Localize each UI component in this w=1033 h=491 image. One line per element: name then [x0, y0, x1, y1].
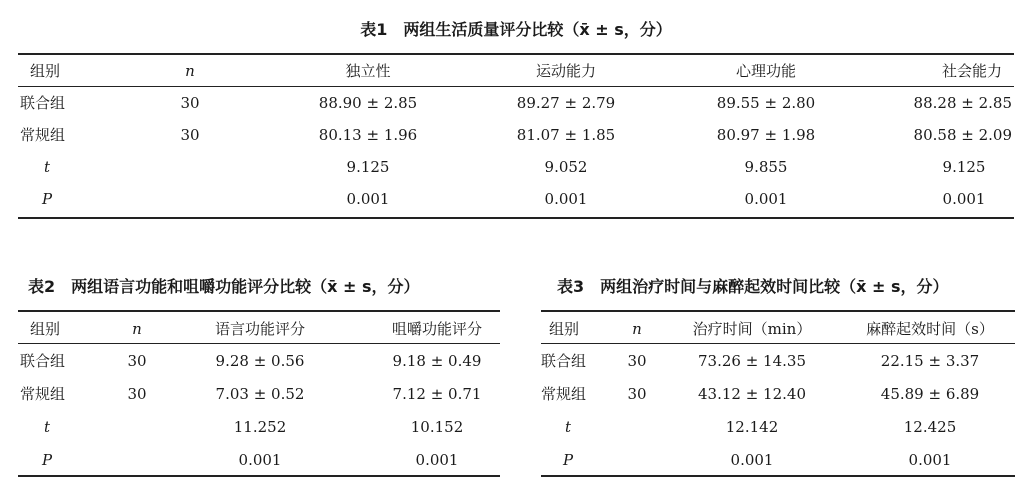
table3-row4-stat: P	[563, 451, 574, 469]
table1-row3-independence: 9.125	[346, 158, 390, 176]
table3-row2-group: 常规组	[541, 385, 587, 403]
table1-header-motor: 运动能力	[535, 62, 597, 80]
table1-row3-stat: t	[44, 158, 51, 176]
table2-row4-speech: 0.001	[238, 451, 282, 469]
table2-title: 表2 两组语言功能和咀嚼功能评分比较（x̄ ± s，分）	[28, 277, 420, 296]
table1-row4-social: 0.001	[942, 190, 986, 208]
table1-top-rule	[18, 53, 1014, 55]
table1-header-independence: 独立性	[345, 62, 391, 80]
table2-header-group: 组别	[30, 320, 61, 338]
table2-header-n: n	[132, 320, 142, 338]
table2-header-chewing: 咀嚼功能评分	[391, 320, 483, 338]
table2-row2-speech: 7.03 ± 0.52	[215, 385, 305, 403]
table1-title: 表1 两组生活质量评分比较（x̄ ± s，分）	[360, 20, 672, 39]
table2-row2-chewing: 7.12 ± 0.71	[392, 385, 482, 403]
table1-row1-psych: 89.55 ± 2.80	[716, 94, 816, 112]
table1-row4-motor: 0.001	[544, 190, 588, 208]
table1-row2-n: 30	[180, 126, 200, 144]
table2-row3-chewing: 10.152	[410, 418, 464, 436]
table3-row2-treatment-time: 43.12 ± 12.40	[698, 385, 806, 403]
table1-row3-psych: 9.855	[744, 158, 788, 176]
table1	[18, 53, 1014, 221]
table1-row3-motor: 9.052	[544, 158, 588, 176]
table2-row1-group: 联合组	[20, 352, 66, 370]
table2	[18, 310, 500, 480]
table1-header-n: n	[185, 62, 195, 80]
table3-header-onset-time: 麻醉起效时间（s）	[866, 320, 994, 338]
table2-row3-speech: 11.252	[233, 418, 287, 436]
table3-row2-onset-time: 45.89 ± 6.89	[880, 385, 980, 403]
table1-header-psych: 心理功能	[735, 62, 797, 80]
table1-row4-psych: 0.001	[744, 190, 788, 208]
table3-header-n: n	[632, 320, 642, 338]
table1-row3-social: 9.125	[942, 158, 986, 176]
table3-row4-onset-time: 0.001	[908, 451, 952, 469]
table1-row1-independence: 88.90 ± 2.85	[318, 94, 418, 112]
table3-row1-n: 30	[627, 352, 647, 370]
table1-row1-n: 30	[180, 94, 200, 112]
table3-row2-n: 30	[627, 385, 647, 403]
table1-header-group: 组别	[30, 62, 61, 80]
table1-header-social: 社会能力	[941, 62, 1002, 80]
table2-row1-speech: 9.28 ± 0.56	[215, 352, 305, 370]
table1-row2-psych: 80.97 ± 1.98	[716, 126, 816, 144]
table2-row2-n: 30	[127, 385, 147, 403]
table2-header-speech: 语言功能评分	[214, 320, 306, 338]
table1-row1-motor: 89.27 ± 2.79	[516, 94, 616, 112]
table3-bottom-rule	[541, 475, 1015, 477]
table2-header-rule	[18, 343, 500, 344]
table3-header-rule	[541, 343, 1015, 344]
table3-row3-treatment-time: 12.142	[725, 418, 779, 436]
table3-row3-onset-time: 12.425	[903, 418, 957, 436]
table2-row1-n: 30	[127, 352, 147, 370]
table1-bottom-rule	[18, 217, 1014, 219]
table2-bottom-rule	[18, 475, 500, 477]
table2-row4-chewing: 0.001	[415, 451, 459, 469]
table3-header-treatment-time: 治疗时间（min）	[692, 320, 812, 338]
table1-header-rule	[18, 86, 1014, 87]
table3-row1-onset-time: 22.15 ± 3.37	[880, 352, 980, 370]
table1-row1-group: 联合组	[20, 94, 66, 112]
table1-row1-social: 88.28 ± 2.85	[913, 94, 1012, 112]
table3-row3-stat: t	[565, 418, 572, 436]
table1-row2-independence: 80.13 ± 1.96	[318, 126, 418, 144]
table1-row2-group: 常规组	[20, 126, 66, 144]
table3-title: 表3 两组治疗时间与麻醉起效时间比较（x̄ ± s，分）	[557, 277, 949, 296]
table3-header-group: 组别	[549, 320, 580, 338]
table2-row4-stat: P	[42, 451, 53, 469]
table1-row2-social: 80.58 ± 2.09	[913, 126, 1012, 144]
table1-row4-stat: P	[42, 190, 53, 208]
table3-row1-group: 联合组	[541, 352, 587, 370]
table3-top-rule	[541, 310, 1015, 312]
table2-row3-stat: t	[44, 418, 51, 436]
table2-row2-group: 常规组	[20, 385, 66, 403]
table2-top-rule	[18, 310, 500, 312]
table3-row1-treatment-time: 73.26 ± 14.35	[698, 352, 806, 370]
table2-row1-chewing: 9.18 ± 0.49	[392, 352, 482, 370]
table1-row4-independence: 0.001	[346, 190, 390, 208]
table3-row4-treatment-time: 0.001	[730, 451, 774, 469]
table1-row2-motor: 81.07 ± 1.85	[516, 126, 616, 144]
table3	[541, 310, 1015, 480]
